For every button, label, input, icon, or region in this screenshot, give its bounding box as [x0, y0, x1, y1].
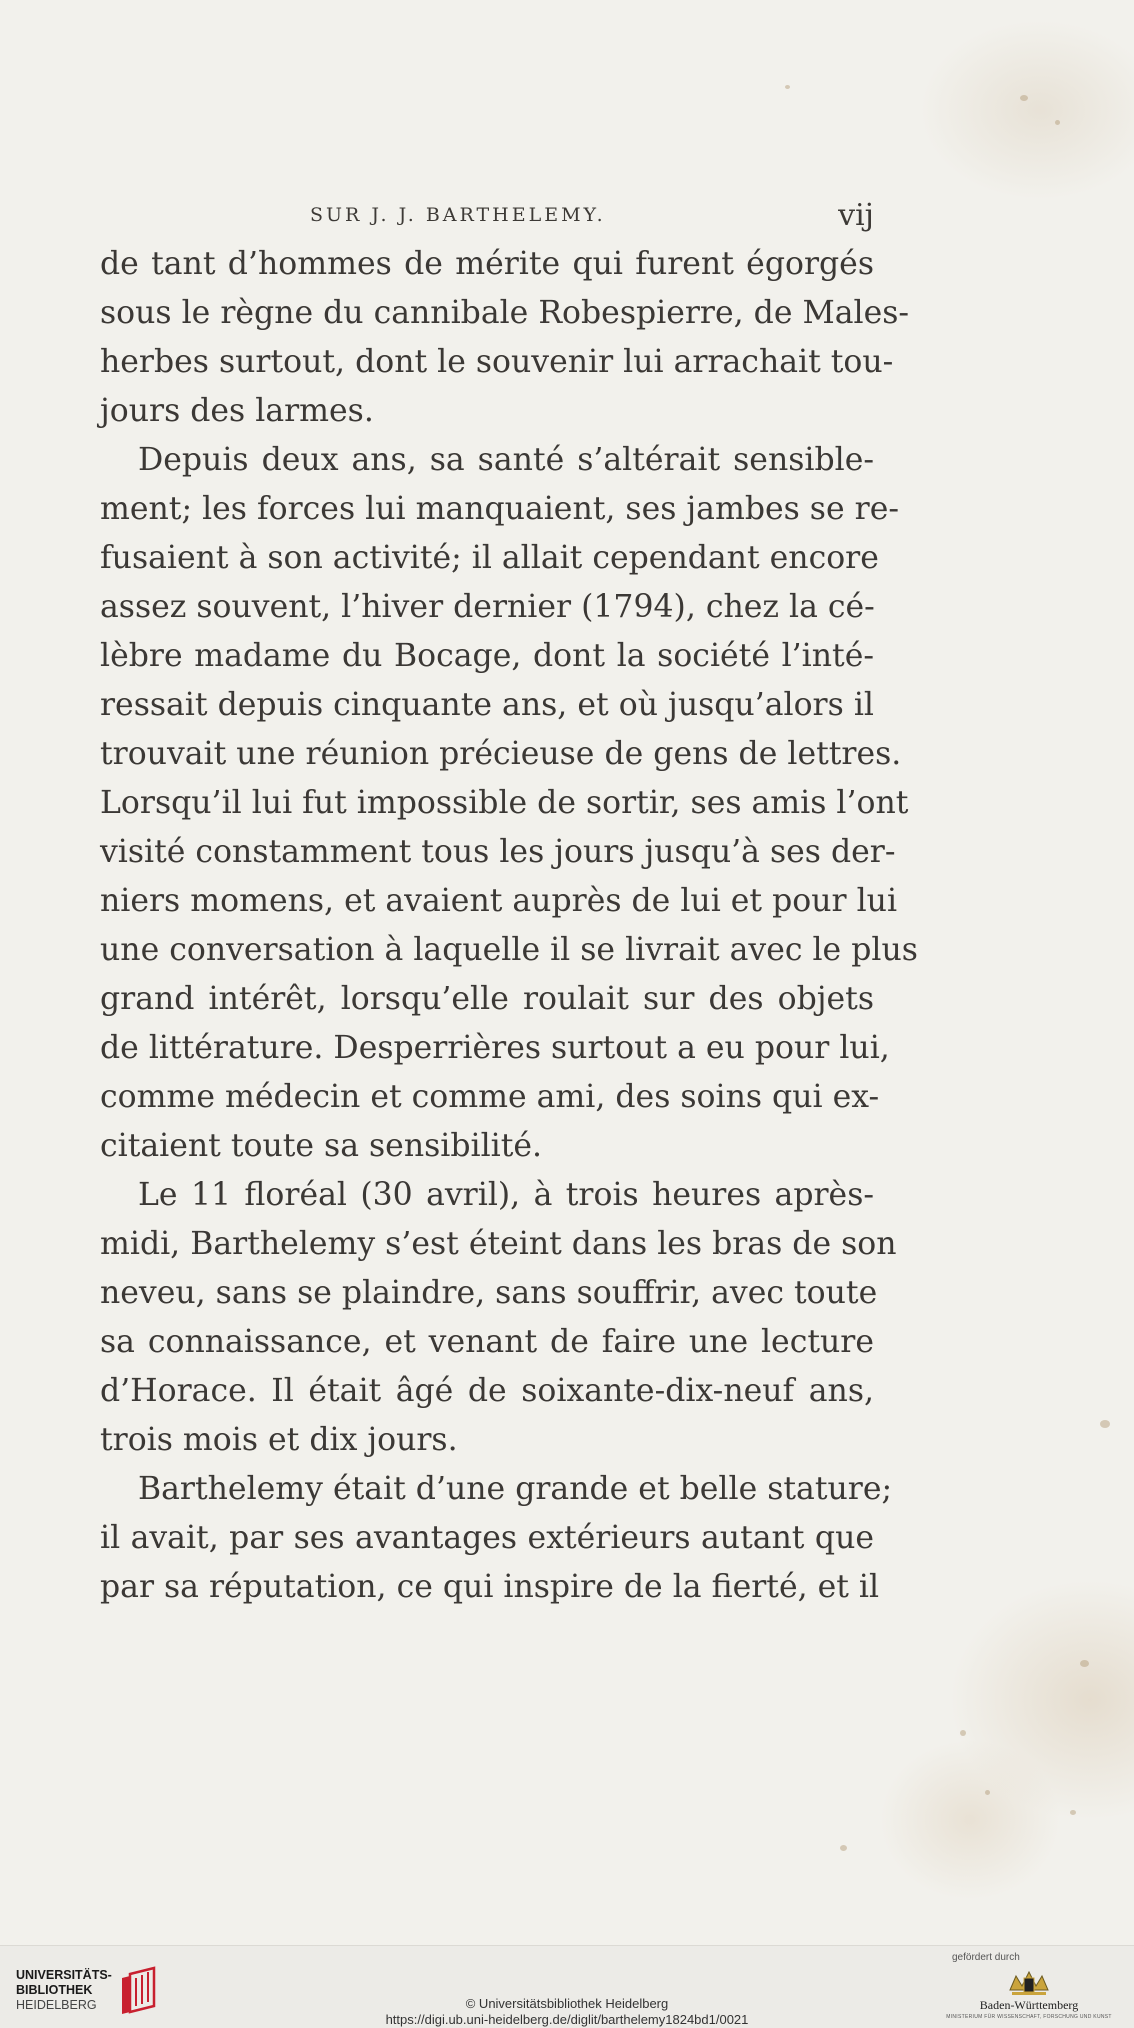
- text-line: assez souvent, l’hiver dernier (1794), chez la cé-: [100, 589, 875, 625]
- text-line: Le 11 floréal (30 avril), à trois heures après-: [138, 1177, 874, 1213]
- foxing-spot: [1080, 1660, 1089, 1667]
- text-line: visité constamment tous les jours jusqu’à ses der-: [100, 834, 896, 870]
- library-name-line: HEIDELBERG: [16, 1998, 97, 2012]
- baden-wuerttemberg-emblem-icon: [1006, 1968, 1052, 1998]
- library-name-line: UNIVERSITÄTS-: [16, 1968, 112, 1982]
- sponsor-label: gefördert durch: [952, 1952, 1020, 1963]
- text-line: Lorsqu’il lui fut impossible de sortir, ses amis l’ont: [100, 785, 909, 821]
- text-line: citaient toute sa sensibilité.: [100, 1128, 543, 1164]
- permalink-url[interactable]: https://digi.ub.uni-heidelberg.de/diglit/barthelemy1824bd1/0021: [385, 2012, 749, 2027]
- text-line: trouvait une réunion précieuse de gens de lettres.: [100, 736, 902, 772]
- text-line: ment; les forces lui manquaient, ses jambes se re-: [100, 491, 899, 527]
- running-head-title: SUR J. J. BARTHELEMY.: [310, 204, 606, 226]
- running-head: [100, 198, 874, 238]
- text-line: comme médecin et comme ami, des soins qui ex-: [100, 1079, 880, 1115]
- foxing-spot: [960, 1730, 966, 1736]
- text-line: de littérature. Desperrières surtout a eu pour lui,: [100, 1030, 890, 1066]
- text-line: midi, Barthelemy s’est éteint dans les bras de son: [100, 1226, 897, 1262]
- copyright-text: © Universitätsbibliothek Heidelberg: [465, 1996, 669, 2011]
- text-line: ressait depuis cinquante ans, et où jusqu’alors il: [100, 687, 874, 723]
- page-number: vij: [838, 198, 874, 233]
- text-line: herbes surtout, dont le souvenir lui arrachait tou-: [100, 344, 894, 380]
- foxing-spot: [840, 1845, 847, 1851]
- text-line: Barthelemy était d’une grande et belle stature;: [138, 1471, 893, 1507]
- text-line: de tant d’hommes de mérite qui furent égorgés: [100, 246, 874, 282]
- text-line: niers momens, et avaient auprès de lui et pour lui: [100, 883, 898, 919]
- foxing-spot: [1100, 1420, 1110, 1428]
- body-text: [100, 240, 918, 1612]
- foxing-spot: [1055, 120, 1060, 125]
- text-line: d’Horace. Il était âgé de soixante-dix-neuf ans,: [100, 1373, 874, 1409]
- text-line: lèbre madame du Bocage, dont la société l’inté-: [100, 638, 874, 674]
- text-line: sous le règne du cannibale Robespierre, de Males-: [100, 295, 910, 331]
- sponsor-name: Baden-Württemberg: [979, 1998, 1079, 2012]
- text-line: une conversation à laquelle il se livrait avec le plus: [100, 932, 918, 968]
- text-line: trois mois et dix jours.: [100, 1422, 458, 1458]
- text-line: par sa réputation, ce qui inspire de la fierté, et il: [100, 1569, 880, 1605]
- text-line: fusaient à son activité; il allait cependant encore: [100, 540, 879, 576]
- text-line: grand intérêt, lorsqu’elle roulait sur des objets: [100, 981, 874, 1017]
- text-line: neveu, sans se plaindre, sans souffrir, avec toute: [100, 1275, 878, 1311]
- library-name-line: BIBLIOTHEK: [16, 1983, 93, 1997]
- text-line: jours des larmes.: [100, 393, 374, 429]
- sponsor-block[interactable]: [944, 1952, 1114, 2022]
- text-line: sa connaissance, et venant de faire une lecture: [100, 1324, 874, 1360]
- footer-bar: [0, 1945, 1134, 2028]
- foxing-spot: [985, 1790, 990, 1795]
- foxing-spot: [1020, 95, 1028, 101]
- text-line: il avait, par ses avantages extérieurs autant que: [100, 1520, 874, 1556]
- foxing-spot: [785, 85, 790, 89]
- foxing-spot: [1070, 1810, 1076, 1815]
- sponsor-subtitle: MINISTERIUM FÜR WISSENSCHAFT, FORSCHUNG UND KUNST: [946, 2014, 1112, 2020]
- text-line: Depuis deux ans, sa santé s’altérait sensible-: [138, 442, 874, 478]
